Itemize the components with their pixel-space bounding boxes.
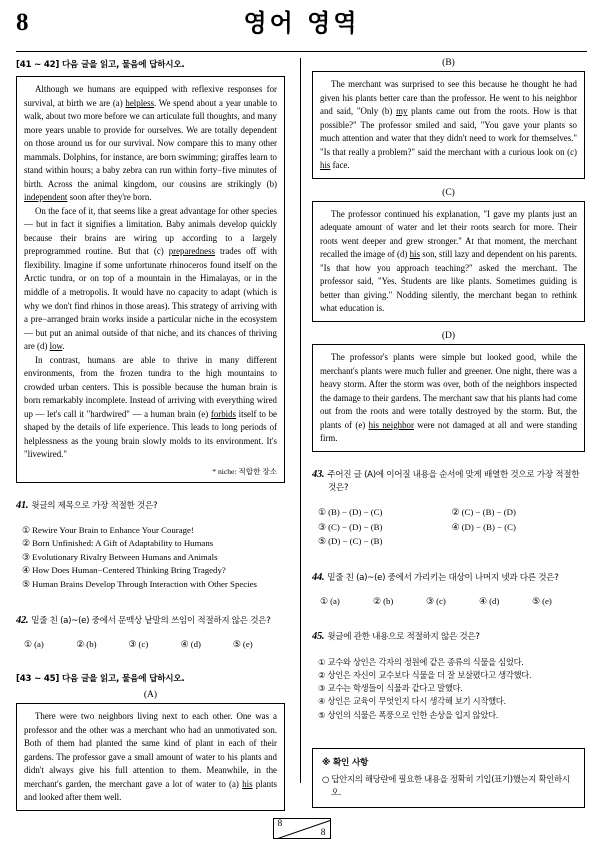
question-41-choices (16, 524, 285, 591)
passage-a (16, 703, 285, 811)
question-41 (16, 498, 285, 591)
passage-d-text: The professor's plants were simple but looked good, while the merchant's plants were much fuller and greener. One night, there was a heavy storm. After the storm was over, both of the neighbors inspected the damage to their gardens. The merchant saw that his plants had come out from the roots and were totally destroyed by the storm. But, the plants of (e) his neighbor were not damaged at all and were standing firm. (320, 351, 578, 444)
confirmation-notice-box (312, 748, 585, 808)
passage-b-label: (B) (442, 58, 455, 68)
choice-item[interactable]: ② Born Unfinished: A Gift of Adaptability to Humans (22, 538, 214, 549)
question-42-prompt: 밑줄 친 (a)~(e) 중에서 문맥상 낱말의 쓰임이 적절하지 않은 것은? (31, 615, 271, 626)
question-45-number: 45. (312, 631, 325, 643)
question-44 (312, 570, 585, 607)
choice-item[interactable]: ① 교수와 상인은 각자의 정원에 같은 종류의 식물을 심었다. (318, 656, 524, 667)
directions-41-42: [41 ~ 42] 다음 글을 읽고, 물음에 답하시오. (16, 60, 185, 70)
question-42 (16, 613, 285, 650)
passage-d (312, 344, 585, 452)
question-44-number: 44. (312, 572, 325, 584)
choice-item[interactable]: ④ How Does Human−Centered Thinking Bring Tragedy? (22, 565, 226, 576)
question-44-head (312, 570, 585, 585)
question-42-number: 42. (16, 614, 29, 626)
choice-item[interactable]: ⑤ Human Brains Develop Through Interaction with Other Species (22, 578, 257, 589)
choice-item[interactable]: ① (a) (24, 639, 44, 650)
passage-c-label: (C) (442, 187, 455, 198)
passage-c-text: The professor continued his explanation, "I gave my plants just an adequate amount of water and let their roots search for more. Their roots went deeper and grew stronger." At that moment, the merchant recalled the image of (d) his son, still lazy and dependent on his parents. "Is that how you approach teaching?" asked the merchant. The professor said, "Yes. Students are like plants. Sometimes guiding is better than giving." Nodding silently, the merchant began to rethink what education is. (320, 208, 577, 314)
choice-item[interactable]: ⑤ 상인의 식물은 폭풍으로 인한 손상을 입지 않았다. (318, 709, 499, 720)
question-41-prompt: 윗글의 제목으로 가장 적절한 것은? (31, 500, 158, 511)
footer-page-box (273, 818, 331, 839)
question-45-prompt: 윗글에 관한 내용으로 적절하지 않은 것은? (327, 632, 480, 643)
notice-body: ○ 답안지의 해당란에 필요한 내용을 정확히 기입(표기)했는지 확인하시오. (322, 773, 570, 797)
choice-item[interactable]: ⑤ (e) (232, 639, 253, 650)
question-43-head (312, 467, 585, 495)
page-footer (0, 818, 603, 839)
choice-item[interactable]: ③ (C) − (D) − (B) (318, 521, 383, 532)
question-45-head (312, 629, 585, 644)
passage-paragraph: In contrast, humans are able to thrive in many different environments, from the frozen tundra to the high mountains to crowded urban centers. This is possible because the human brain is born remarkably incomplete. Instead of arriving with everything wired up — let's call it "hardwired" — a human brain (e) forbids itself to be shaped by the details of life experience. This leads to long periods of helplessness as the young brain slowly molds to its environment. It's "livewired." (24, 354, 277, 460)
choice-item[interactable]: ⑤ (D) − (C) − (B) (318, 535, 383, 546)
question-45 (312, 629, 585, 722)
passage-b-text: The merchant was surprised to see this because he thought he had given his plants better care than the professor. He went to his neighbor and said, "Only (b) my plants came out from the roots. How is that possible?" The professor smiled and said, "You gave your plants so much attention and water that they didn't need to work for themselves." "Is that really a problem?" said the merchant with a curious look on (c) his face. (320, 79, 577, 171)
choice-item[interactable]: ③ 교수는 학생들이 식물과 같다고 말했다. (318, 683, 463, 694)
choice-item[interactable]: ② (b) (76, 639, 97, 650)
passage-paragraph: Although we humans are equipped with reflexive responses for survival, at birth we are (a) helpless. We spend about a year unable to walk, about two more before we can articulate full thoughts, and many more years unable to provide for ourselves. We are totally dependent on those around us for our survival. Now compare this to many other mammals. Dolphins, for instance, are born swimming; giraffes learn to stand within hours; a baby zebra can run within forty−five minutes of birth. Across the animal kingdom, our cousins are strikingly (b) independent soon after they're born. (24, 84, 278, 203)
choice-item[interactable]: ④ (d) (180, 639, 201, 650)
question-41-number: 41. (16, 499, 29, 511)
question-43-choices (312, 505, 585, 548)
question-45-choices (312, 656, 585, 722)
header-divider-rule (16, 51, 587, 52)
subject-title: 영어 영역 (243, 9, 360, 37)
choice-item[interactable]: ④ 상인은 교육이 무엇인지 다시 생각해 보기 시작했다. (318, 696, 506, 707)
question-44-prompt: 밑줄 친 (a)~(e) 중에서 가리키는 대상이 나머지 넷과 다른 것은? (327, 573, 559, 584)
two-column-body (16, 58, 587, 818)
page-header (16, 8, 587, 48)
footer-page-number-left: 8 (277, 819, 283, 829)
left-column (16, 58, 293, 818)
passage-d-label: (D) (441, 330, 456, 341)
choice-item[interactable]: ① Rewire Your Brain to Enhance Your Courage! (22, 525, 194, 536)
column-divider (300, 58, 301, 783)
right-column (308, 58, 585, 818)
choice-item[interactable]: ④ (d) (479, 596, 500, 607)
choice-item[interactable]: ① (B) − (D) − (C) (318, 507, 383, 518)
question-41-head (16, 498, 285, 513)
question-42-head (16, 613, 285, 628)
choice-item[interactable]: ③ Evolutionary Rivalry Between Humans and Animals (22, 551, 218, 562)
directions-43-45: [43 ~ 45] 다음 글을 읽고, 물음에 답하시오. (16, 674, 185, 685)
choice-item[interactable]: ① (a) (320, 596, 340, 607)
passage-c (312, 201, 585, 322)
choice-item[interactable]: ② (b) (373, 596, 394, 607)
choice-item[interactable]: ③ (c) (426, 596, 446, 607)
passage-b (312, 71, 585, 179)
page-number-top: 8 (16, 9, 29, 36)
passage-41-42 (16, 76, 285, 483)
passage-paragraph: On the face of it, that seems like a great advantage for other species — but in fact it signifies a limitation. Baby animals develop quickly because their brains are wiring up according to a largely preprogrammed routine. But that (c) preparedness trades off with flexibility. Imagine if some unfortunate rhinoceros found itself on the Arctic tundra, or on top of a mountain in the Himalayas, or in the middle of a metropolis. It would have no capacity to adapt (which is why we don't find rhinos in those areas). This strategy of arriving with a pre−arranged brain works inside a particular niche in the ecosystem — but put an animal outside of that niche, and its chances of thriving are (d) low. (24, 205, 277, 352)
question-43-prompt: 주어진 글 (A)에 이어질 내용을 순서에 맞게 배열한 것으로 가장 적절한 것은? (327, 469, 580, 493)
passage-a-label: (A) (143, 690, 158, 701)
question-43 (312, 467, 585, 548)
question-43-number: 43. (312, 468, 325, 480)
choice-item[interactable]: ② 상인은 자신이 교수보다 식물을 더 잘 보살폈다고 생각했다. (318, 669, 532, 680)
choice-item[interactable]: ⑤ (e) (532, 596, 552, 607)
notice-title: ※ 확인 사항 (322, 757, 369, 768)
choice-item[interactable]: ② (C) − (B) − (D) (451, 507, 516, 518)
footer-page-number-right: 8 (320, 828, 326, 838)
question-42-choices (16, 639, 285, 650)
passage-footnote: * niche: 적합한 장소 (212, 466, 277, 476)
passage-a-text: There were two neighbors living next to each other. One was a professor and the other was a merchant who had an unmotivated son. Both of them had planted the same kind of plant in each of their gardens. The professor gave a small amount of water to his plants and didn't always give his full attention to them. Meanwhile, in the merchant's garden, the merchant gave a lot of water to (a) his plants and looked after them well. (24, 711, 277, 803)
question-44-choices (312, 596, 585, 607)
choice-item[interactable]: ③ (c) (128, 639, 149, 650)
choice-item[interactable]: ④ (D) − (B) − (C) (451, 521, 516, 532)
